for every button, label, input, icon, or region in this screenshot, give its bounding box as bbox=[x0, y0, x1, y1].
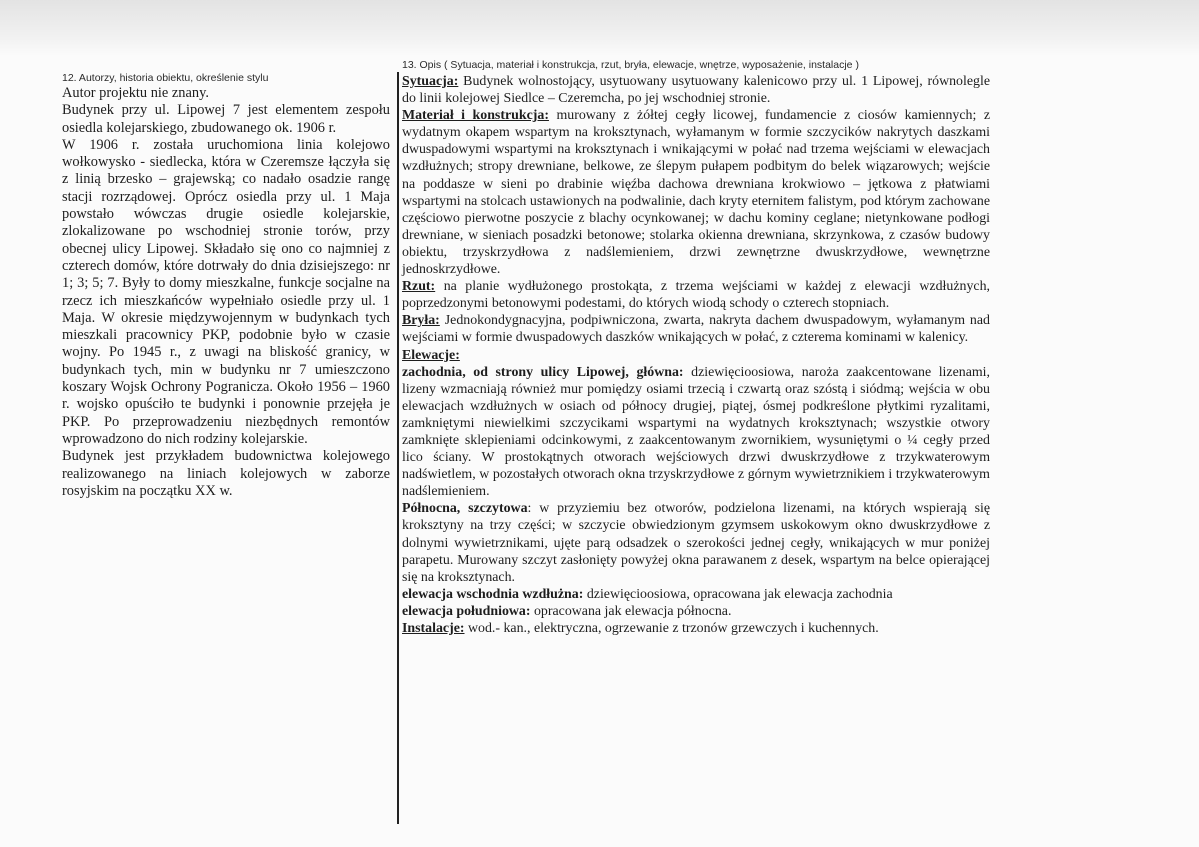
author-paragraph: Autor projektu nie znany. bbox=[62, 85, 209, 101]
rzut-heading: Rzut: bbox=[402, 279, 436, 295]
elewacja-poludniowa-text: opracowana jak elewacja północna. bbox=[530, 603, 732, 619]
elewacja-polnocna-text: : w przyziemiu bez otworów, podzielona lizenami, na których wspierają się kroksztyny na trzy części; w szczycie obwiedzionym gzymsem uskokowym okno dwuskrzydłowe z dolnymi wywietrznikami, ujęte parą odsadzek o szerokości jednej cegły, wnikających w mur poniżej parapetu. Murowany szczyt zasłonięty powyżej okna parawanem z desek, wspartym na belce opierającej się na kroksztynach. bbox=[402, 501, 990, 585]
instalacje-heading: Instalacje: bbox=[402, 621, 465, 636]
rzut-paragraph bbox=[402, 278, 990, 312]
elewacja-wschodnia-paragraph bbox=[402, 586, 990, 603]
elewacja-zachodnia-text: dziewięcioosiowa, naroża zaakcentowane lizenami, lizeny wzmacniają również mur pomiędzy osiami trzecią i czwartą oraz szóstą i siódmą; wejścia w obu elewacjach wzdłużnych w osiach od północy drugiej, piątej, ósmej podkreślone płytkimi ryzalitami, zamkniętymi niewielkimi szczycikami wspartymi na wydatnych kroksztynach; wszystkie otwory zamknięte sklepieniami odcinkowymi, z zaakcentowanym zwornikiem, wysuniętymi o ¼ cegły przed lico ściany. W prostokątnych otworach wejściowych drzwi dwuskrzydłowe z trzykwaterowym nadświetlem, w pozostałych otworach okna trzyskrzydłowe z górnym wywietrznikiem i trzykwaterowym nadślemieniem. bbox=[402, 364, 990, 500]
sytuacja-paragraph bbox=[402, 73, 990, 107]
elewacja-polnocna-paragraph bbox=[402, 500, 990, 585]
instalacje-paragraph bbox=[402, 620, 990, 637]
elewacja-zachodnia-title: zachodnia, od strony ulicy Lipowej, główna: bbox=[402, 364, 684, 380]
sytuacja-text: Budynek wolnostojący, usytuowany usytuowany kalenicowo przy ul. 1 Lipowej, równolegle do linii kolejowej Siedlce – Czeremcha, po jej wschodniej stronie. bbox=[402, 74, 990, 107]
history-intro-paragraph: Budynek przy ul. Lipowej 7 jest elementem zespołu osiedla kolejarskiego, zbudowanego ok. 1906 r. bbox=[62, 102, 390, 136]
history-paragraph: W 1906 r. została uruchomiona linia kolejowo wołkowysko - siedlecka, która w Czeremsze łączyła się z linią brzesko – grajewską; co nadało osadzie rangę stacji rozrządowej. Oprócz osiedla przy ul. 1 Maja powstało wówczas drugie osiedle kolejarskie, zlokalizowane po wschodniej stronie torów, przy obecnej ulicy Lipowej. Składało się ono co najmniej z czterech domów, które dotrwały do dnia dzisiejszego: nr 1; 3; 5; 7. Były to domy mieszkalne, funkcje socjalne na rzecz ich mieszkańców wypełniało osiedle przy ul. 1 Maja. W okresie międzywojennym w budynkach tych mieszkali pracownicy PKP, podobnie było w czasie wojny. Po 1945 r., z uwagi na bliskość granicy, w budynkach tych, min w budynku nr 7 umieszczono koszary Wojsk Ochrony Pogranicza. Około 1956 – 1960 r. wojsko opuściło te budynki i ponownie przejęła je PKP. Po przeprowadzeniu niezbędnych remontów wprowadzono do nich rodziny kolejarskie. bbox=[62, 136, 390, 447]
section-12-label: 12. Autorzy, historia obiektu, określenie stylu bbox=[62, 72, 269, 84]
elewacja-polnocna-title: Północna, szczytowa bbox=[402, 501, 528, 517]
elewacje-heading-line bbox=[402, 347, 990, 364]
style-paragraph: Budynek jest przykładem budownictwa kolejowego realizowanego na liniach kolejowych w zaborze rosyjskim na początku XX w. bbox=[62, 448, 390, 499]
bryla-text: Jednokondygnacyjna, podpiwniczona, zwarta, nakryta dachem dwuspadowym, wyłamanym nad wejściami w formie dwuspadowych daszków wnikających w połać, z czterema kominami w kalenicy. bbox=[402, 313, 990, 346]
material-heading: Materiał i konstrukcja: bbox=[402, 108, 549, 124]
rzut-text: na planie wydłużonego prostokąta, z trzema wejściami w każdej z elewacji wzdłużnych, poprzedzonymi betonowymi podestami, do których wiodą schody o czterech stopniach. bbox=[402, 279, 990, 312]
sytuacja-heading: Sytuacja: bbox=[402, 74, 459, 89]
column-divider bbox=[397, 72, 399, 824]
material-paragraph bbox=[402, 107, 990, 278]
elewacja-wschodnia-title: elewacja wschodnia wzdłużna: bbox=[402, 586, 584, 602]
elewacje-heading: Elewacje: bbox=[402, 347, 460, 363]
scan-shadow-band bbox=[0, 0, 1199, 56]
section-13-column bbox=[402, 59, 990, 637]
bryla-heading: Bryła: bbox=[402, 313, 440, 329]
section-12-column bbox=[62, 72, 390, 500]
elewacja-wschodnia-text: dziewięcioosiowa, opracowana jak elewacja zachodnia bbox=[583, 586, 893, 602]
bryla-paragraph bbox=[402, 312, 990, 346]
material-text: murowany z żółtej cegły licowej, fundamencie z ciosów kamiennych; z wydatnym okapem wspartym na kroksztynach, wyłamanym w formie szczycików nakrytych daszkami dwuspadowymi wspartymi na kroksztynach i wnikającymi w połać nad trzema wejściami w elewacjach wzdłużnych; stropy drewniane, belkowe, ze ślepym pułapem podbitym do belek wiązarowych; wejście na poddasze w sieni po drabinie więźba dachowa drewniana krokwiowo – jętkowa z płatwiami wspartymi na stolcach ustawionych na podwalinie, dach kryty eternitem falistym, pod którym zachowane częściowo pierwotne poszycie z blachy ocynkowanej; w dachu kominy ceglane; nietynkowane podłogi drewniane, w sieniach posadzki betonowe; stolarka okienna drewniana, skrzynkowa, z czasów budowy obiektu, trzyskrzydłowa z nadślemieniem, drzwi zewnętrzne dwuskrzydłowe, wewnętrzne jednoskrzydłowe. bbox=[402, 108, 990, 278]
elewacja-zachodnia-paragraph bbox=[402, 364, 990, 501]
section-13-label: 13. Opis ( Sytuacja, materiał i konstrukcja, rzut, bryła, elewacje, wnętrze, wyposażenie, instalacje ) bbox=[402, 59, 859, 71]
elewacja-poludniowa-paragraph bbox=[402, 603, 990, 620]
elewacja-poludniowa-title: elewacja południowa: bbox=[402, 603, 531, 619]
instalacje-text: wod.- kan., elektryczna, ogrzewanie z trzonów grzewczych i kuchennych. bbox=[464, 621, 879, 636]
